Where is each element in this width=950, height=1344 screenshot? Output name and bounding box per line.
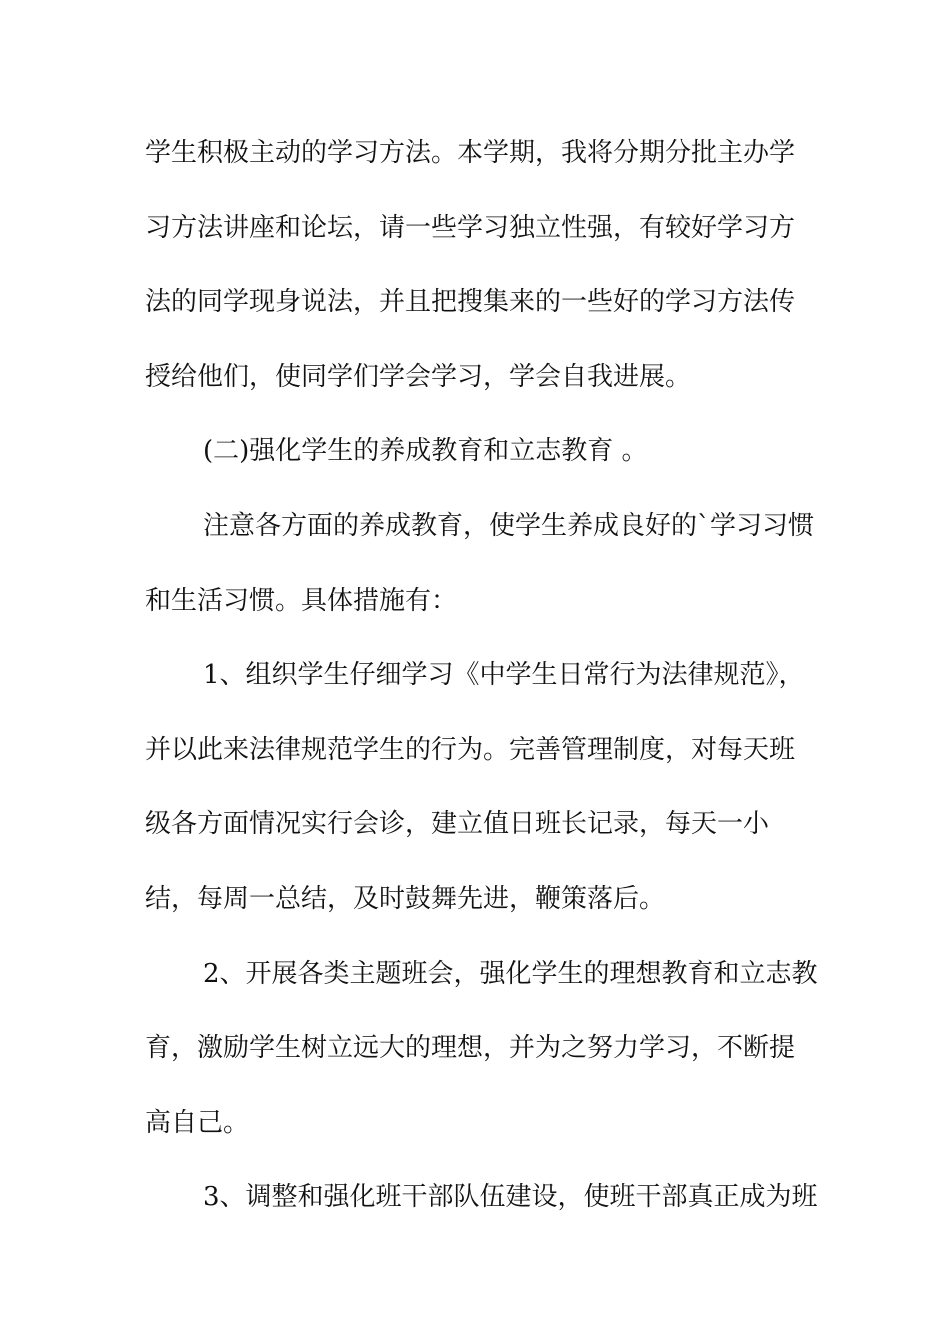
text-line: 结，每周一总结，及时鼓舞先进，鞭策落后。	[145, 884, 666, 914]
list-item-1: 1、组织学生仔细学习《中学生日常行为法律规范》，	[203, 660, 805, 691]
section-heading: (二)强化学生的养成教育和立志教育 。	[203, 436, 648, 467]
text-line: 并以此来法律规范学生的行为。完善管理制度，对每天班	[145, 734, 796, 765]
text-line: 注意各方面的养成教育，使学生养成良好的`学习习惯	[203, 511, 815, 541]
text-line: 学生积极主动的学习方法。本学期，我将分期分批主办学	[145, 138, 796, 168]
text-line: 高自己。	[145, 1107, 250, 1138]
text-line: 级各方面情况实行会诊，建立值日班长记录，每天一小	[145, 809, 770, 840]
list-item-3: 3、调整和强化班干部队伍建设，使班干部真正成为班	[203, 1182, 818, 1213]
text-line: 和生活习惯。具体措施有：	[145, 585, 458, 616]
text-line: 法的同学现身说法，并且把搜集来的一些好的学习方法传	[145, 287, 796, 318]
text-line: 育，激励学生树立远大的理想，并为之努力学习，不断提	[145, 1033, 796, 1064]
list-item-2: 2、开展各类主题班会，强化学生的理想教育和立志教	[203, 958, 818, 989]
text-line: 习方法讲座和论坛，请一些学习独立性强，有较好学习方	[145, 212, 796, 243]
text-line: 授给他们，使同学们学会学习，学会自我进展。	[145, 361, 692, 392]
